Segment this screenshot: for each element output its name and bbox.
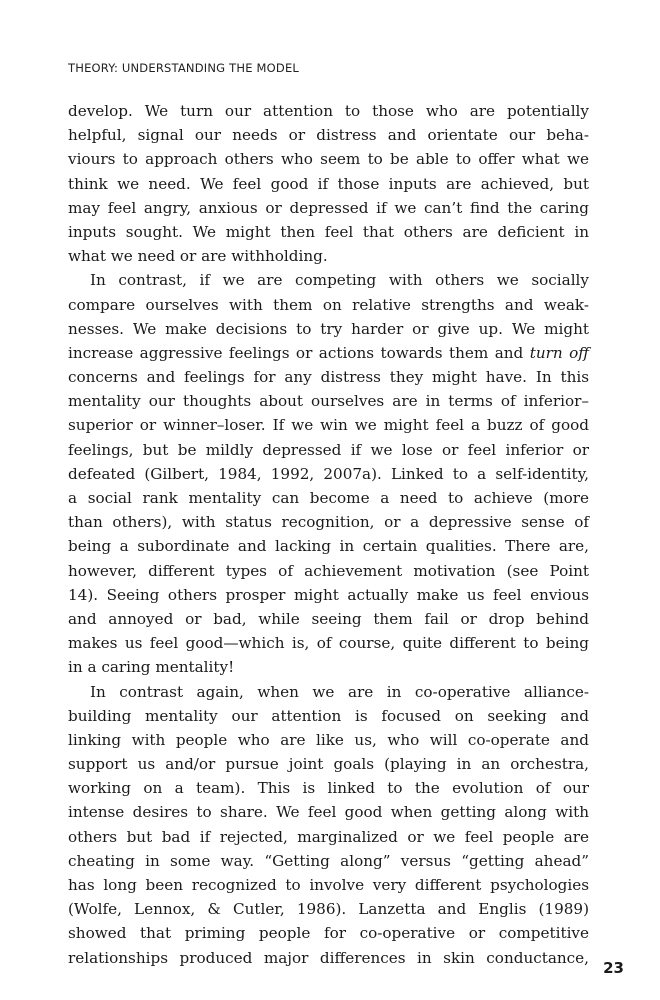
page-number: 23 (603, 959, 624, 977)
text-line: concerns and feelings for any distress they might have. In this (68, 368, 589, 387)
text-line: nesses. We make decisions to try harder or give up. We might (68, 319, 589, 338)
text-line: viours to approach others who seem to be able to offer what we (68, 150, 589, 169)
text-line: intense desires to share. We feel good when getting along with (68, 803, 589, 822)
text-line: working on a team). This is linked to the evolution of our (68, 779, 589, 798)
text-line: compare ourselves with them on relative strengths and weak- (68, 295, 589, 314)
text-line: In contrast, if we are competing with others we socially (90, 271, 589, 290)
paragraph (68, 268, 589, 679)
text-line: think we need. We feel good if those inputs are achieved, but (68, 174, 589, 193)
text-line: may feel angry, anxious or depressed if we can’t find the caring (68, 198, 589, 217)
text-line: than others), with status recognition, or a depressive sense of (68, 513, 589, 532)
text-line: relationships produced major differences in skin conductance, (68, 948, 589, 967)
text-line: a social rank mentality can become a need to achieve (more (68, 489, 589, 507)
text-line: feelings, but be mildly depressed if we lose or feel inferior or (68, 440, 589, 459)
text-line: helpful, signal our needs or distress and orientate our beha- (68, 126, 589, 145)
text-line: develop. We turn our attention to those who are potentially (68, 102, 589, 120)
text-line: In contrast again, when we are in co-operative alliance- (90, 682, 589, 701)
text-line: support us and/or pursue joint goals (playing in an orchestra, (68, 755, 589, 774)
running-head: THEORY: UNDERSTANDING THE MODEL (68, 61, 300, 75)
text-line: building mentality our attention is focused on seeking and (68, 706, 589, 725)
body-text (68, 99, 589, 970)
text-line: mentality our thoughts about ourselves are in terms of inferior– (68, 392, 589, 411)
emphasis: turn off (529, 343, 589, 362)
text-line: what we need or are withholding. (68, 247, 328, 266)
text-line: has long been recognized to involve very different psychologies (68, 876, 589, 894)
text-line: being a subordinate and lacking in certain qualities. There are, (68, 537, 589, 556)
text-line: makes us feel good—which is, of course, quite different to being (68, 634, 589, 653)
text-line: superior or winner–loser. If we win we might feel a buzz of good (68, 416, 589, 435)
text-line: (Wolfe, Lennox, & Cutler, 1986). Lanzetta and Englis (1989) (68, 900, 589, 919)
text-line: showed that priming people for co-operative or competitive (68, 924, 589, 943)
text-line: and annoyed or bad, while seeing them fail or drop behind (68, 609, 589, 628)
text-line: inputs sought. We might then feel that others are deficient in (68, 222, 589, 241)
text-line: linking with people who are like us, who will co-operate and (68, 730, 589, 749)
text-line: others but bad if rejected, marginalized or we feel people are (68, 827, 589, 846)
paragraph (68, 99, 589, 268)
paragraph (68, 680, 589, 970)
text-line: however, different types of achievement motivation (see Point (68, 561, 589, 580)
text-line: defeated (Gilbert, 1984, 1992, 2007a). Linked to a self-identity, (68, 464, 589, 483)
text-line: 14). Seeing others prosper might actually make us feel envious (68, 585, 589, 604)
text-line: in a caring mentality! (68, 658, 235, 677)
text-line-with-emphasis: increase aggressive feelings or actions towards them and turn off (68, 343, 589, 362)
text-line: cheating in some way. “Getting along” versus “getting ahead” (68, 851, 589, 870)
